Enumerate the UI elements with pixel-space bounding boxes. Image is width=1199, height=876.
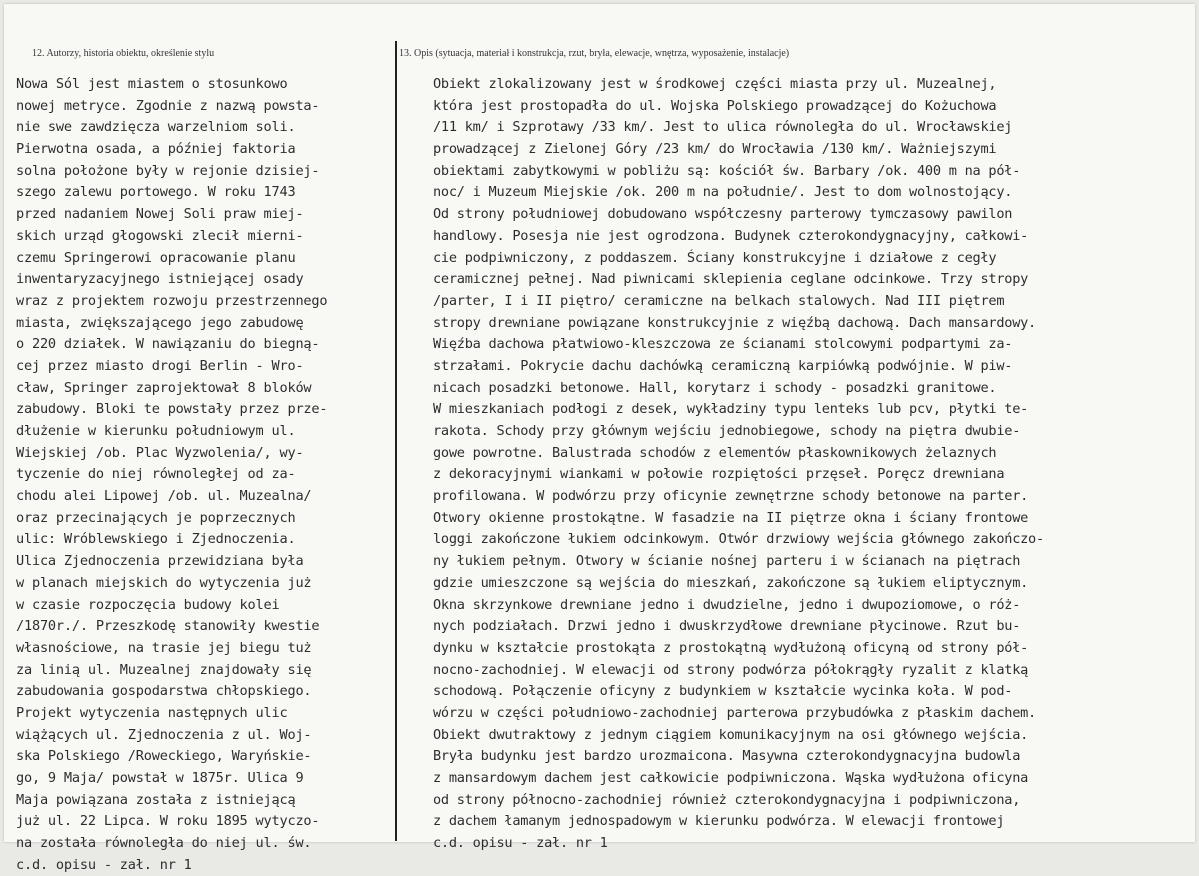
description-text-line: która jest prostopadła do ul. Wojska Polskiego prowadzącej do Kożuchowa bbox=[433, 97, 997, 114]
history-text-line: ska Polskiego /Roweckiego, Waryńskie- bbox=[16, 748, 312, 765]
description-text-line: z dachem łamanym jednospadowym w kierunku podwórza. W elewacji frontowej bbox=[433, 813, 1005, 830]
description-text-line: Od strony południowej dobudowano współczesny parterowy tymczasowy pawilon bbox=[433, 206, 1013, 223]
history-text-line: wraz z projektem rozwoju przestrzennego bbox=[16, 292, 328, 309]
history-text-line: na została równoległa do niej ul. św. bbox=[16, 835, 312, 852]
history-text-line: tyczenie do niej równoległej od za- bbox=[16, 466, 296, 483]
description-text-line: Obiekt dwutraktowy z jednym ciągiem komunikacyjnym na osi głównego wejścia. bbox=[433, 726, 1029, 743]
description-text-line: ceramicznej pełnej. Nad piwnicami sklepienia ceglane odcinkowe. Trzy stropy bbox=[433, 271, 1029, 288]
history-text-line: Pierwotna osada, a później faktoria bbox=[16, 141, 296, 158]
description-text-line: wórzu w części południowo-zachodniej parterowa przybudówka z płaskim dachem. bbox=[433, 704, 1036, 721]
history-text-line: cej przez miasto drogi Berlin - Wro- bbox=[16, 357, 304, 374]
description-text-line: c.d. opisu - zał. nr 1 bbox=[433, 835, 608, 852]
history-text-line: chodu alei Lipowej /ob. ul. Muzealna/ bbox=[16, 488, 312, 505]
history-text-line: skich urząd głogowski zlecił mierni- bbox=[16, 227, 304, 244]
history-text-line: zabudowania gospodarstwa chłopskiego. bbox=[16, 683, 312, 700]
description-text-line: /parter, I i II piętro/ ceramiczne na belkach stalowych. Nad III piętrem bbox=[433, 292, 1005, 309]
history-text-line: cław, Springer zaprojektował 8 bloków bbox=[16, 379, 312, 396]
history-text-line: nowej metryce. Zgodnie z nazwą powsta- bbox=[16, 97, 320, 114]
history-text-line: zabudowy. Bloki te powstały przez prze- bbox=[16, 401, 328, 418]
history-text-line: czemu Springerowi opracowanie planu bbox=[16, 249, 296, 266]
description-text-line: Okna skrzynkowe drewniane jedno i dwudzielne, jedno i dwupoziomowe, o róż- bbox=[433, 596, 1021, 613]
history-text-column bbox=[16, 74, 396, 876]
description-text-line: nocno-zachodniej. W elewacji od strony podwórza półokrągły ryzalit z klatką bbox=[433, 661, 1029, 678]
description-text-line: Obiekt zlokalizowany jest w środkowej części miasta przy ul. Muzealnej, bbox=[433, 76, 997, 92]
history-text-line: w czasie rozpoczęcia budowy kolei bbox=[16, 596, 280, 613]
description-text-line: W mieszkaniach podłogi z desek, wykładziny typu lenteks lub pcv, płytki te- bbox=[433, 401, 1029, 418]
section-13-header: 13. Opis (sytuacja, materiał i konstrukcja, rzut, bryła, elewacje, wnętrza, wyposażenie, instalacje) bbox=[399, 48, 790, 59]
history-text-line: ulic: Wróblewskiego i Zjednoczenia. bbox=[16, 531, 296, 548]
description-text-line: stropy drewniane powiązane konstrukcyjnie z więźbą dachową. Dach mansardowy. bbox=[433, 314, 1036, 331]
section-12-header: 12. Autorzy, historia obiektu, określenie stylu bbox=[32, 48, 215, 59]
description-text-line: strzałami. Pokrycie dachu dachówką ceramiczną karpiówką podwójnie. W piw- bbox=[433, 357, 1013, 374]
description-text-line: prowadzącej z Zielonej Góry /23 km/ do Wrocławia /130 km/. Ważniejszymi bbox=[433, 141, 997, 158]
history-text-line: przed nadaniem Nowej Soli praw miej- bbox=[16, 206, 304, 223]
description-text-line: schodową. Połączenie oficyny z budynkiem w kształcie wycinka koła. W pod- bbox=[433, 683, 1013, 700]
history-text-line: Projekt wytyczenia następnych ulic bbox=[16, 704, 288, 721]
description-text-line: gdzie umieszczone są wejścia do mieszkań, zakończone są łukiem eliptycznym. bbox=[433, 574, 1029, 591]
description-text-line: nicach posadzki betonowe. Hall, korytarz i schody - posadzki granitowe. bbox=[433, 379, 997, 396]
description-text-line: /11 km/ i Szprotawy /33 km/. Jest to ulica równoległa do ul. Wrocławskiej bbox=[433, 119, 1013, 136]
description-text-line: obiektami zabytkowymi w pobliżu są: kościół św. Barbary /ok. 400 m na pół- bbox=[433, 162, 1021, 179]
description-text-line: loggi zakończone łukiem odcinkowym. Otwór drzwiowy wejścia głównego zakończo- bbox=[433, 531, 1044, 548]
history-text-line: o 220 działek. W nawiązaniu do biegną- bbox=[16, 336, 320, 353]
description-text-line: dynku w kształcie prostokąta z prostokątną wydłużoną oficyną od strony pół- bbox=[433, 639, 1029, 656]
description-text-line: noc/ i Muzeum Miejskie /ok. 200 m na południe/. Jest to dom wolnostojący. bbox=[433, 184, 1013, 201]
history-text-line: nie swe zawdzięcza warzelniom soli. bbox=[16, 119, 296, 136]
history-text-line: Wiejskiej /ob. Plac Wyzwolenia/, wy- bbox=[16, 444, 304, 461]
description-text-line: Więźba dachowa płatwiowo-kleszczowa ze ścianami stolcowymi podpartymi za- bbox=[433, 336, 1013, 353]
description-text-line: cie podpiwniczony, z poddaszem. Ściany konstrukcyjne i działowe z cegły bbox=[433, 249, 997, 266]
history-text-line: oraz przecinających je poprzecznych bbox=[16, 509, 296, 526]
history-text-line: inwentaryzacyjnego istniejącej osady bbox=[16, 271, 304, 288]
history-text-line: własnościowe, na trasie jej biegu tuż bbox=[16, 639, 312, 656]
description-text-column bbox=[433, 74, 1193, 855]
history-text-line: c.d. opisu - zał. nr 1 bbox=[16, 856, 192, 873]
description-text-line: ny łukiem pełnym. Otwory w ścianie nośnej parteru i w ścianach na piętrach bbox=[433, 553, 1021, 570]
description-text-line: od strony północno-zachodniej również czterokondygnacyjna i podpiwniczona, bbox=[433, 791, 1021, 808]
history-text-line: Maja powiązana została z istniejącą bbox=[16, 791, 296, 808]
history-text-line: /1870r./. Przeszkodę stanowiły kwestie bbox=[16, 618, 320, 635]
description-text-line: rakota. Schody przy głównym wejściu jednobiegowe, schody na piętra dwubie- bbox=[433, 423, 1021, 439]
history-text-line: w planach miejskich do wytyczenia już bbox=[16, 574, 312, 591]
history-text-line: go, 9 Maja/ powstał w 1875r. Ulica 9 bbox=[16, 770, 304, 786]
description-text-line: Otwory okienne prostokątne. W fasadzie na II piętrze okna i ściany frontowe bbox=[433, 509, 1029, 526]
description-text-line: nych podziałach. Drzwi jedno i dwuskrzydłowe drewniane płycinowe. Rzut bu- bbox=[433, 618, 1021, 635]
description-text-line: z dekoracyjnymi wiankami w połowie rozpiętości przęseł. Poręcz drewniana bbox=[433, 466, 1005, 483]
description-text-line: handlowy. Posesja nie jest ogrodzona. Budynek czterokondygnacyjny, całkowi- bbox=[433, 227, 1029, 244]
history-text-line: za linią ul. Muzealnej znajdowały się bbox=[16, 661, 312, 678]
description-text-line: z mansardowym dachem jest całkowicie podpiwniczona. Wąska wydłużona oficyna bbox=[433, 770, 1029, 786]
description-text-line: Bryła budynku jest bardzo urozmaicona. Masywna czterokondygnacyjna budowla bbox=[433, 748, 1021, 765]
history-text-line: Nowa Sól jest miastem o stosunkowo bbox=[16, 76, 288, 92]
history-text-line: Ulica Zjednoczenia przewidziana była bbox=[16, 553, 304, 570]
history-text-line: solna położone były w rejonie dzisiej- bbox=[16, 162, 320, 179]
history-text-line: już ul. 22 Lipca. W roku 1895 wytyczo- bbox=[16, 813, 320, 830]
description-text-line: gowe powrotne. Balustrada schodów z elementów płaskownikowych żelaznych bbox=[433, 444, 997, 461]
description-text-line: profilowana. W podwórzu przy oficynie zewnętrzne schody betonowe na parter. bbox=[433, 488, 1029, 505]
history-text-line: dłużenie w kierunku południowym ul. bbox=[16, 423, 296, 439]
history-text-line: wiążących ul. Zjednoczenia z ul. Woj- bbox=[16, 726, 312, 743]
history-text-line: szego zalewu portowego. W roku 1743 bbox=[16, 184, 296, 201]
history-text-line: miasta, zwiększającego jego zabudowę bbox=[16, 314, 304, 331]
